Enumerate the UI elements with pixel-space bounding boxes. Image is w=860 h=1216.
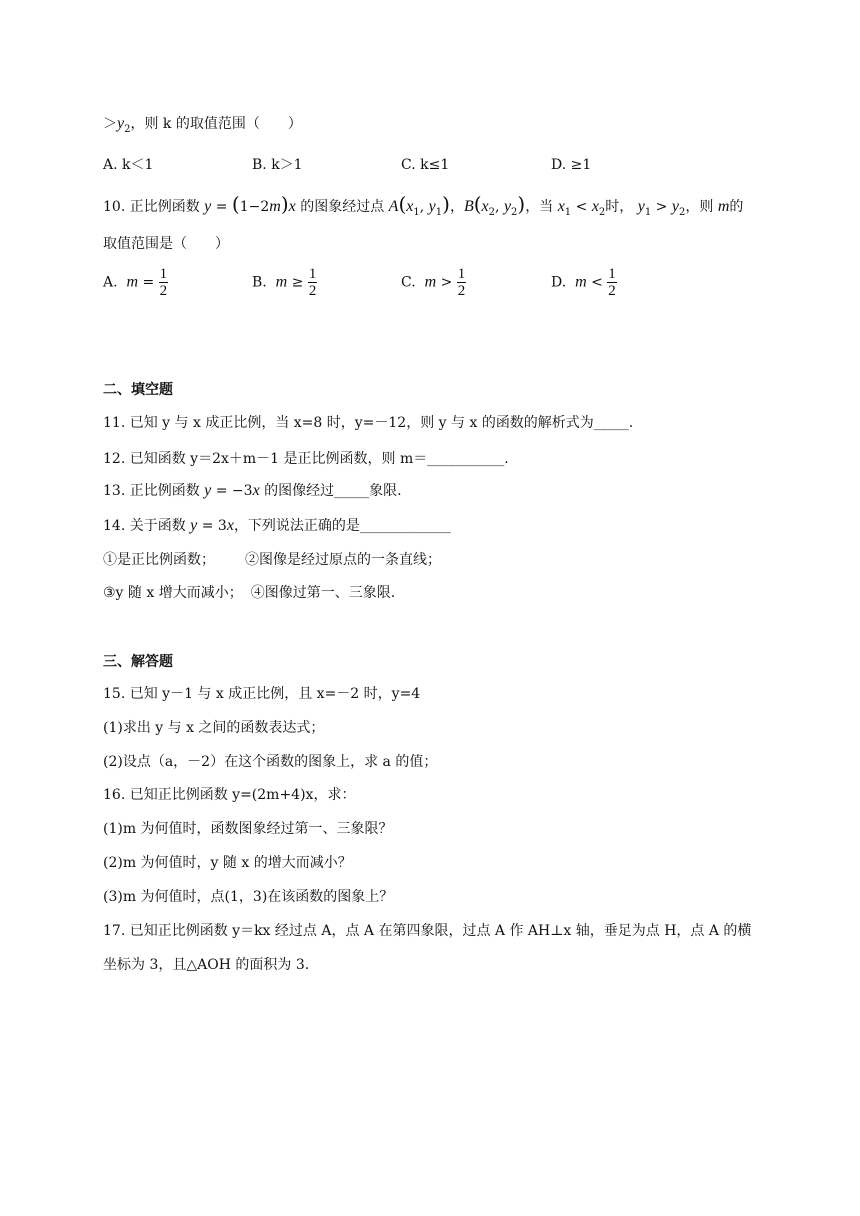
q14-items-row2 — [103, 583, 395, 603]
q10-line2: 取值范围是（ ） — [103, 236, 229, 252]
q14-item-4: ④图像过第一、三象限. — [250, 585, 396, 601]
q17-line2: 坐标为 3，且△AOH 的面积为 3. — [103, 957, 310, 973]
q13-prefix: 13. 正比例函数 — [103, 483, 200, 499]
q10-suffix: 的 — [729, 199, 744, 215]
q14-line: 14. 关于函数 y = 3x，下列说法正确的是_____________ — [103, 517, 451, 534]
q10-option-b: B. m ≥ $\frac{1}{2}$ — [252, 266, 317, 299]
q9-option-b: B. k＞1 — [252, 157, 303, 173]
q10-option-c: C. m > $\frac{1}{2}$ — [401, 266, 466, 299]
q16-line1: 16. 已知正比例函数 y=(2m+4)x，求： — [103, 787, 356, 803]
q16-line4: (3)m 为何值时，点(1，3)在该函数的图象上？ — [103, 889, 394, 905]
q17-line1: 17. 已知正比例函数 y＝kx 经过点 A，点 A 在第四象限，过点 A 作 AH⊥x 轴，垂足为点 H，点 A 的横 — [103, 923, 752, 939]
q10-option-d: D. m < $\frac{1}{2}$ — [551, 266, 616, 299]
q14-item-1: ①是正比例函数； — [103, 552, 215, 568]
q9-tail-line: $>y_2$，则 k 的取值范围（ ） — [103, 115, 302, 135]
q16-line2: (1)m 为何值时，函数图象经过第一、三象限？ — [103, 821, 393, 837]
q9-option-d: D. ≥1 — [551, 157, 592, 173]
q14-item-2: ②图像是经过原点的一条直线； — [245, 552, 441, 568]
q10-option-a: A. m = $\frac{1}{2}$ — [103, 266, 168, 299]
q14-items-row1 — [103, 550, 441, 570]
q13-suffix: 的图像经过_____象限. — [264, 483, 402, 499]
q13-line: 13. 正比例函数 y = −3x 的图像经过_____象限. — [103, 482, 402, 499]
q9-tail-text: ，则 k 的取值范围（ ） — [130, 116, 302, 132]
q14-prefix: 14. 关于函数 — [103, 518, 186, 534]
q10-mid1: 的图象经过点 — [300, 199, 385, 215]
q10-prefix: 10. 正比例函数 — [103, 199, 200, 215]
q9-option-a: A. k＜1 — [103, 157, 154, 173]
q16-line3: (2)m 为何值时，y 随 x 的增大而减小？ — [103, 855, 352, 871]
q10-mid4: ，则 — [685, 199, 714, 215]
q10-mid3: 时， — [605, 199, 634, 215]
q10-line1: 10. 正比例函数 y = (1−2m)x 的图象经过点 $A(x_1$, $y_1$)，$B(x_2$, $y_2$)，当 $x_1 < x_2$时， $y_1 > y_2$，则 m的 — [103, 192, 744, 218]
section-3-title: 三、解答题 — [103, 654, 173, 670]
q11-text: 11. 已知 y 与 x 成正比例，当 x=8 时，y=－12，则 y 与 x 的函数的解析式为_____. — [103, 415, 634, 431]
q15-line1: 15. 已知 y－1 与 x 成正比例，且 x=－2 时，y=4 — [103, 686, 421, 702]
q15-line2: (1)求出 y 与 x 之间的函数表达式； — [103, 720, 325, 736]
q15-line3: (2)设点（a，－2）在这个函数的图象上，求 a 的值； — [103, 754, 438, 770]
q14-item-3: ③y 随 x 增大而减小； — [103, 585, 243, 601]
q14-suffix: ，下列说法正确的是_____________ — [233, 518, 451, 534]
q9-option-c: C. k≤1 — [401, 157, 450, 173]
q10-mid2: ，当 — [525, 199, 554, 215]
q12-text: 12. 已知函数 y＝2x＋m－1 是正比例函数，则 m＝___________. — [103, 451, 509, 467]
section-2-title: 二、填空题 — [103, 382, 173, 398]
